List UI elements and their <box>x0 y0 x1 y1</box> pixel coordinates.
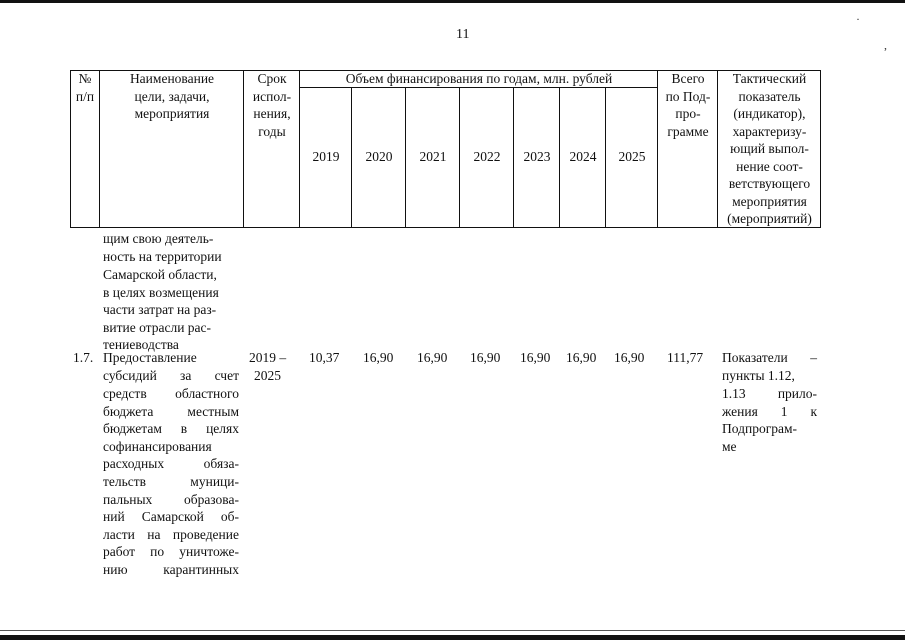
text-line: в целях возмещения <box>103 285 219 300</box>
row-value: 16,90 <box>520 350 551 365</box>
row-indicator-line: Подпрограм- <box>722 421 798 436</box>
row-name-line: тельств муници- <box>103 474 239 489</box>
row-value: 16,90 <box>614 350 645 365</box>
row-term-line: 2019 – <box>249 350 287 365</box>
row-name-line: нию карантинных <box>103 562 239 577</box>
row-total: 111,77 <box>667 350 704 365</box>
row-indicator-line: пункты 1.12, <box>722 368 795 383</box>
row-value: 10,37 <box>309 350 340 365</box>
scan-mark: , <box>884 38 887 52</box>
bottom-border <box>0 635 905 640</box>
text-line: части затрат на раз- <box>103 302 217 317</box>
page-number: 11 <box>456 27 470 42</box>
row-number: 1.7. <box>73 350 94 365</box>
row-name-line: софинансирования <box>103 439 212 454</box>
text-line: Самарской области, <box>103 267 217 282</box>
row-value: 16,90 <box>566 350 597 365</box>
row-name-line: средств областного <box>103 386 239 401</box>
text-line: тениеводства <box>103 337 179 352</box>
header-year: 2021 <box>419 149 447 164</box>
header-name: Наименование цели, задачи, мероприятия <box>129 71 215 121</box>
header-year: 2020 <box>365 149 393 164</box>
row-term-line: 2025 <box>254 368 281 383</box>
row-name-line: работ по уничтоже- <box>103 544 239 559</box>
row-name-line: расходных обяза- <box>103 456 239 471</box>
row-value: 16,90 <box>470 350 501 365</box>
header-term: Срок испол- нения, годы <box>252 71 292 139</box>
row-name-line: ласти на проведение <box>103 527 239 542</box>
header-year: 2019 <box>312 149 340 164</box>
row-name-line: субсидий за счет <box>103 368 239 383</box>
header-year: 2022 <box>473 149 501 164</box>
text-line: ность на территории <box>103 249 222 264</box>
header-num: № п/п <box>75 71 95 104</box>
grid-line <box>70 227 821 228</box>
row-value: 16,90 <box>363 350 394 365</box>
row-name-line: ний Самарской об- <box>103 509 239 524</box>
scan-mark: · <box>856 12 860 26</box>
header-year: 2024 <box>569 149 597 164</box>
row-indicator-line: жения 1 к <box>722 404 817 419</box>
text-line: витие отрасли рас- <box>103 320 212 335</box>
header-indicator: Тактический показатель (индикатор), характеризу- ющий выпол- нение соот- ветствующего мероприятия (мероприятий) <box>727 71 812 226</box>
row-name-line: пальных образова- <box>103 492 239 507</box>
bottom-border <box>0 630 905 631</box>
row-indicator-line: ме <box>722 439 737 454</box>
row-indicator-line: Показатели – <box>722 350 817 365</box>
row-name-line: бюджетам в целях <box>103 421 239 436</box>
header-funding-title: Объем финансирования по годам, млн. рублей <box>345 71 613 86</box>
row-name-line: Предоставление <box>103 350 197 365</box>
text-line: щим свою деятель- <box>103 231 214 246</box>
row-indicator-line: 1.13 прило- <box>722 386 817 401</box>
header-year: 2023 <box>523 149 551 164</box>
header-year: 2025 <box>618 149 646 164</box>
top-border <box>0 0 905 3</box>
header-total: Всего по Под- про- грамме <box>665 71 711 139</box>
row-name-line: бюджета местным <box>103 404 239 419</box>
row-value: 16,90 <box>417 350 448 365</box>
